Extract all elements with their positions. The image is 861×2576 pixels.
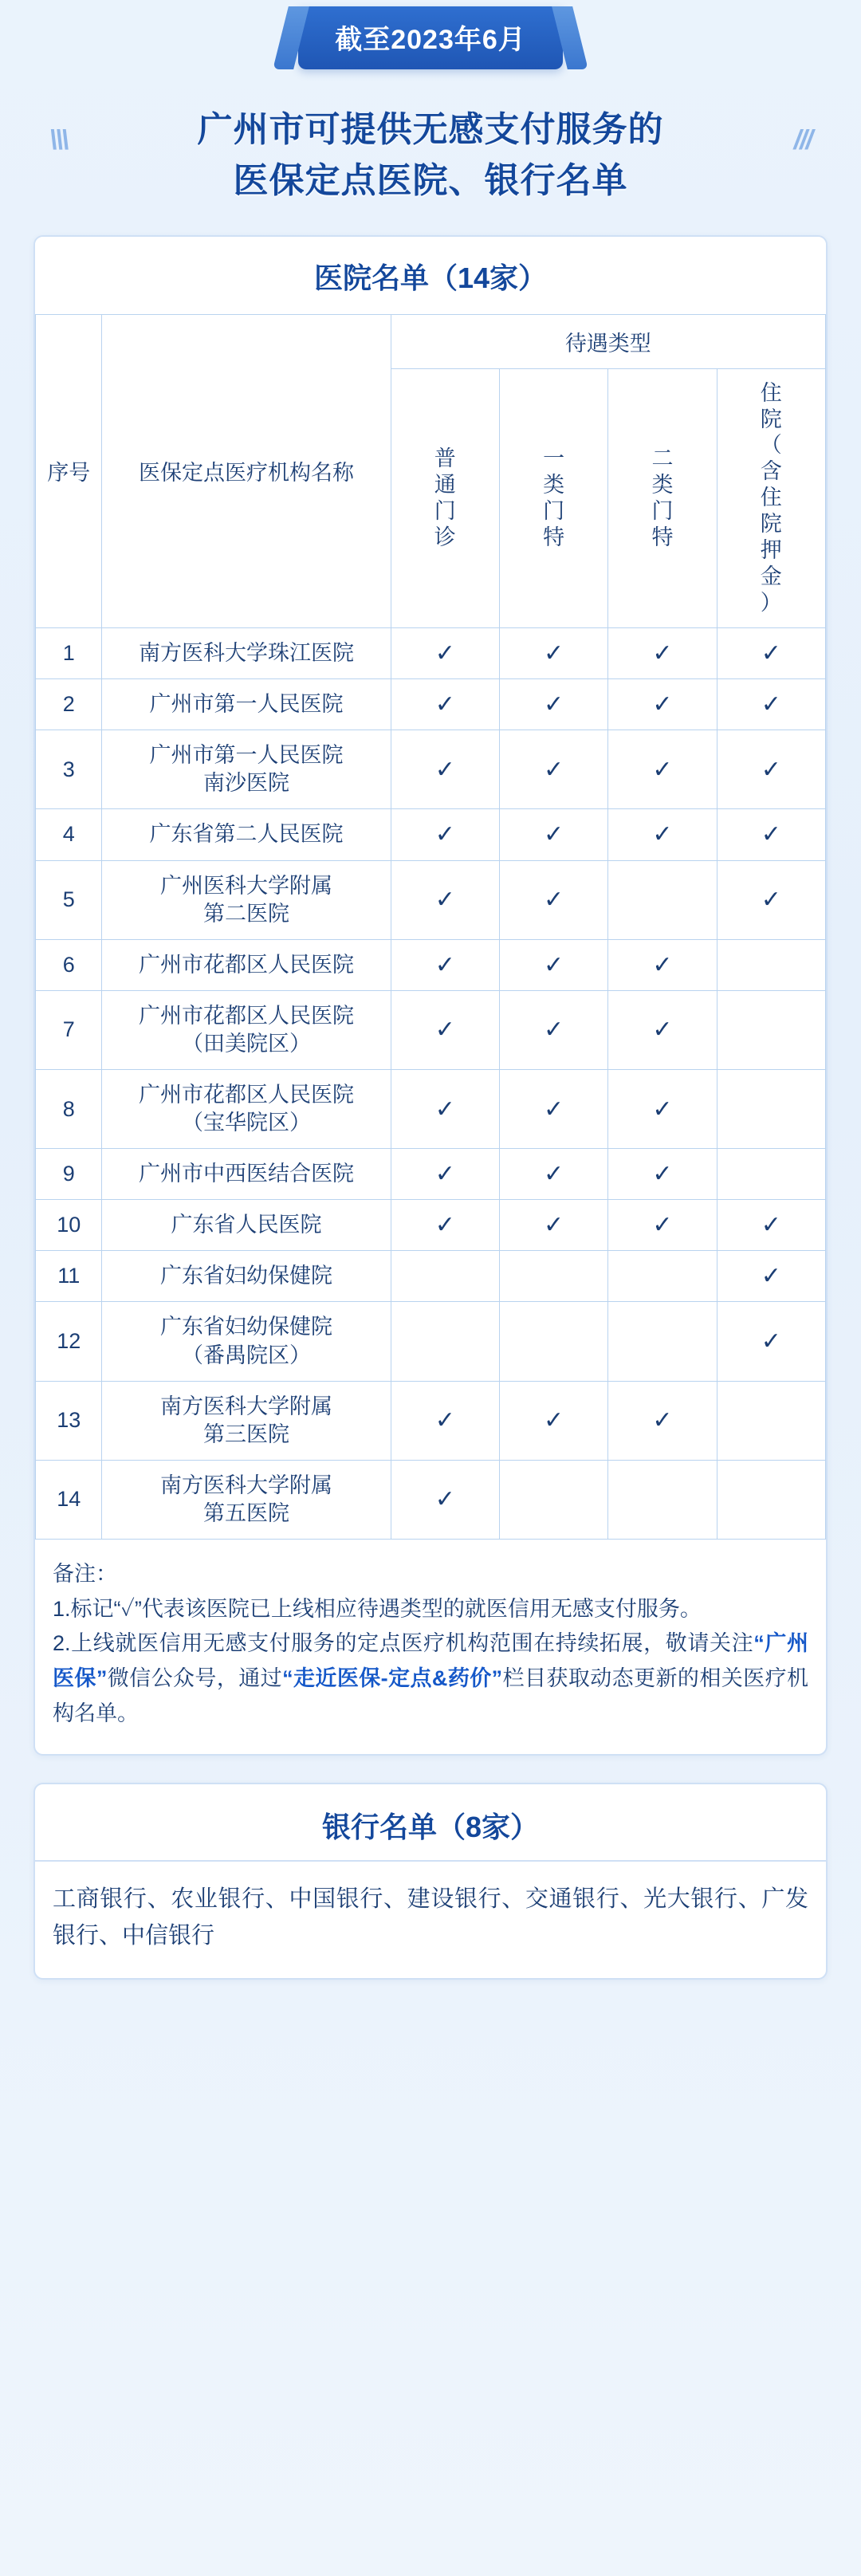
cell-check: ✓ [608,1381,717,1460]
table-row [36,1069,826,1148]
cell-hospital-name: 南方医科大学附属 第五医院 [102,1460,391,1539]
cell-hospital-name: 广东省妇幼保健院 [102,1251,391,1302]
cell-check: ✓ [717,860,825,939]
cell-check: ✓ [499,939,607,990]
cell-check: ✓ [717,628,825,679]
cell-seq: 9 [36,1149,102,1200]
cell-check: ✓ [608,1069,717,1148]
cell-check: ✓ [499,628,607,679]
cell-hospital-name: 广州市第一人民医院 [102,679,391,730]
cell-hospital-name: 广州市中西医结合医院 [102,1149,391,1200]
notes-item-2-part1: 2.上线就医信用无感支付服务的定点医疗机构范围在持续拓展，敬请关注 [53,1631,754,1656]
cell-check: ✓ [391,860,499,939]
cell-seq: 7 [36,990,102,1069]
cell-check: ✓ [391,939,499,990]
table-row [36,860,826,939]
hospital-table-head [36,314,826,627]
cell-check: ✓ [391,628,499,679]
cell-seq: 5 [36,860,102,939]
table-row [36,1381,826,1460]
hospital-table [35,314,826,1540]
cell-hospital-name: 广州市花都区人民医院 （田美院区） [102,990,391,1069]
cell-hospital-name: 广州市花都区人民医院 [102,939,391,990]
cell-hospital-name: 广州医科大学附属 第二医院 [102,860,391,939]
cell-empty [499,1251,607,1302]
table-row [36,730,826,809]
notes-highlight-column: “走近医保-定点&药价” [282,1666,503,1691]
bank-list-text: 工商银行、农业银行、中国银行、建设银行、交通银行、光大银行、广发银行、中信银行 [53,1886,808,1949]
table-header-row-1 [36,314,826,368]
cell-seq: 4 [36,809,102,860]
cell-check: ✓ [717,1251,825,1302]
cell-check: ✓ [499,1069,607,1148]
cell-hospital-name: 广东省第二人民医院 [102,809,391,860]
cell-check: ✓ [499,679,607,730]
page-title-line1: 广州市可提供无感支付服务的 [197,110,664,149]
cell-empty [717,1149,825,1200]
cell-empty [608,1251,717,1302]
cell-check: ✓ [608,1149,717,1200]
notes-item-2-part3: 栏目获取动态更新的相关医疗机构名单。 [53,1666,809,1725]
table-row [36,939,826,990]
cell-check: ✓ [608,990,717,1069]
cell-hospital-name: 南方医科大学珠江医院 [102,628,391,679]
cell-check: ✓ [391,1069,499,1148]
col-header-type-2: 二 类 门 特 [608,368,717,627]
cell-hospital-name: 广州市花都区人民医院 （宝华院区） [102,1069,391,1148]
page-title [0,104,861,206]
cell-check: ✓ [608,730,717,809]
decoration-slashes-right: /// [793,125,812,155]
cell-check: ✓ [608,628,717,679]
col-header-type-3: 住 院 （ 含 住 院 押 金 ） [717,368,825,627]
cell-empty [717,939,825,990]
notes-highlight-gzyb: “广州医保” [53,1631,808,1691]
table-row [36,628,826,679]
col-header-seq: 序号 [36,314,102,627]
cell-check: ✓ [499,990,607,1069]
cell-check: ✓ [499,1381,607,1460]
cell-check: ✓ [391,679,499,730]
cell-check: ✓ [717,679,825,730]
cell-check: ✓ [608,939,717,990]
cell-empty [608,1302,717,1381]
cell-seq: 12 [36,1302,102,1381]
bank-list-card [33,1783,828,1980]
cell-empty [608,1460,717,1539]
table-row [36,679,826,730]
notes-item-2-part2: 微信公众号，通过 [107,1666,283,1691]
cell-check: ✓ [499,1149,607,1200]
cell-seq: 8 [36,1069,102,1148]
cell-seq: 2 [36,679,102,730]
cell-empty [391,1251,499,1302]
cell-check: ✓ [717,730,825,809]
cell-empty [499,1460,607,1539]
cell-check: ✓ [717,1200,825,1251]
hospital-list-card [33,235,828,1756]
table-row [36,1149,826,1200]
cell-check: ✓ [499,860,607,939]
col-header-type-0: 普 通 门 诊 [391,368,499,627]
hospital-notes [35,1540,826,1754]
date-ribbon-wrapper [0,0,861,69]
bank-list-header: 银行名单（8家） [321,1810,540,1843]
cell-check: ✓ [499,730,607,809]
table-row [36,1460,826,1539]
hospital-list-header: 医院名单（14家） [35,237,826,314]
cell-empty [717,1069,825,1148]
table-row [36,809,826,860]
notes-title: 备注： [53,1562,117,1586]
cell-seq: 14 [36,1460,102,1539]
cell-empty [608,860,717,939]
col-header-type-1: 一 类 门 特 [499,368,607,627]
cell-check: ✓ [391,809,499,860]
cell-hospital-name: 广东省人民医院 [102,1200,391,1251]
cell-check: ✓ [717,809,825,860]
col-header-benefit-type: 待遇类型 [391,314,825,368]
hospital-table-body [36,628,826,1540]
cell-seq: 6 [36,939,102,990]
cell-check: ✓ [391,1460,499,1539]
cell-hospital-name: 广东省妇幼保健院 （番禺院区） [102,1302,391,1381]
table-row [36,1251,826,1302]
cell-check: ✓ [608,809,717,860]
cell-check: ✓ [499,1200,607,1251]
cell-empty [717,1460,825,1539]
table-row [36,1200,826,1251]
cell-check: ✓ [391,1200,499,1251]
page-title-line2: 医保定点医院、银行名单 [233,160,628,200]
cell-hospital-name: 广州市第一人民医院 南沙医院 [102,730,391,809]
cell-seq: 11 [36,1251,102,1302]
cell-empty [717,990,825,1069]
cell-check: ✓ [391,990,499,1069]
decoration-slashes-left: \\\ [49,125,68,155]
cell-seq: 3 [36,730,102,809]
cell-check: ✓ [499,809,607,860]
cell-seq: 1 [36,628,102,679]
cell-check: ✓ [608,1200,717,1251]
notes-item-1: 1.标记“✓”代表该医院已上线相应待遇类型的就医信用无感支付服务。 [53,1596,702,1621]
cell-check: ✓ [717,1302,825,1381]
col-header-name: 医保定点医疗机构名称 [102,314,391,627]
cell-empty [499,1302,607,1381]
cell-empty [717,1381,825,1460]
cell-seq: 13 [36,1381,102,1460]
cell-empty [391,1302,499,1381]
notes-item-2 [53,1626,808,1731]
cell-hospital-name: 南方医科大学附属 第三医院 [102,1381,391,1460]
cell-check: ✓ [391,1149,499,1200]
cell-check: ✓ [391,1381,499,1460]
table-row [36,1302,826,1381]
cell-check: ✓ [608,679,717,730]
cell-check: ✓ [391,730,499,809]
cell-seq: 10 [36,1200,102,1251]
table-row [36,990,826,1069]
date-ribbon: 截至2023年6月 [298,6,563,69]
